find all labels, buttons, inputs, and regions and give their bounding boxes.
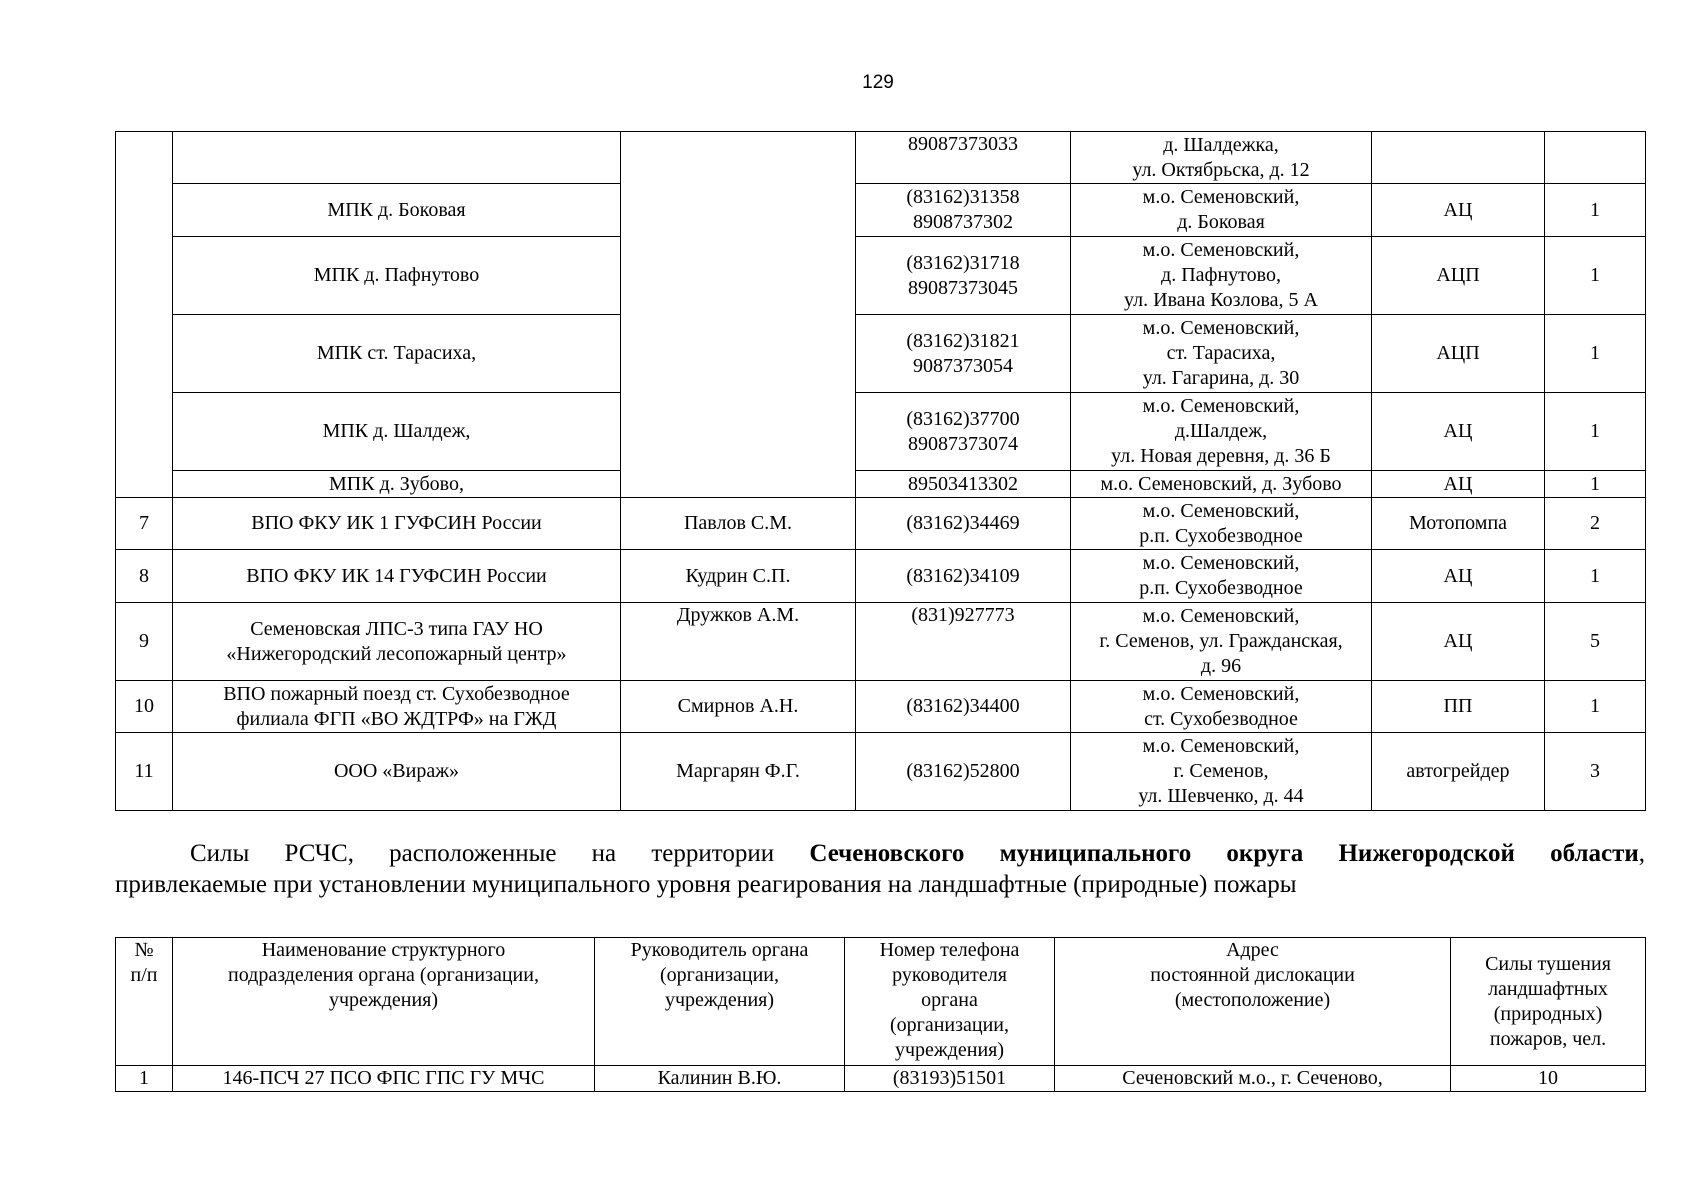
cell-head: Дружков А.М. (621, 603, 856, 681)
cell-count: 1 (1545, 471, 1646, 498)
cell-tech: АЦ (1372, 184, 1545, 237)
cell-phone: (83162)34109 (856, 550, 1071, 603)
table-row (116, 733, 1646, 811)
cell-head: Смирнов А.Н. (621, 681, 856, 733)
cell-num: 8 (116, 550, 173, 603)
cell-count: 3 (1545, 733, 1646, 811)
header-forces: Силы тушения ландшафтных (природных) пожаров, чел. (1451, 938, 1646, 1066)
cell-tech: АЦ (1372, 393, 1545, 471)
cell-address: м.о. Семеновский, р.п. Сухобезводное (1071, 550, 1372, 603)
header-head: Руководитель органа (организации, учреждения) (595, 938, 845, 1066)
table-row (116, 498, 1646, 550)
paragraph-bold-region: Сеченовского муниципального округа Нижегородской области (809, 840, 1639, 867)
cell-count: 1 (1545, 184, 1646, 237)
cell-phone: 89503413302 (856, 471, 1071, 498)
cell-unit (173, 132, 621, 184)
table-row (116, 393, 1646, 471)
cell-address: м.о. Семеновский, д. Зубово (1071, 471, 1372, 498)
cell-num: 9 (116, 603, 173, 681)
cell-count: 2 (1545, 498, 1646, 550)
cell-address: м.о. Семеновский, ст. Тарасиха, ул. Гагарина, д. 30 (1071, 315, 1372, 393)
cell-phone: (83162)31358 8908737302 (856, 184, 1071, 237)
cell-address: м.о. Семеновский, р.п. Сухобезводное (1071, 498, 1372, 550)
table-row (116, 237, 1646, 315)
cell-phone: (83162)34400 (856, 681, 1071, 733)
cell-unit: ВПО ФКУ ИК 1 ГУФСИН России (173, 498, 621, 550)
cell-num: 1 (116, 1066, 173, 1092)
cell-head: Павлов С.М. (621, 498, 856, 550)
cell-tech: АЦ (1372, 603, 1545, 681)
cell-tech: АЦП (1372, 237, 1545, 315)
cell-tech: Мотопомпа (1372, 498, 1545, 550)
cell-address: м.о. Семеновский, г. Семенов, ул. Шевченко, д. 44 (1071, 733, 1372, 811)
cell-tech: ПП (1372, 681, 1545, 733)
cell-phone: (83162)34469 (856, 498, 1071, 550)
table-row (116, 1066, 1646, 1092)
cell-head: Калинин В.Ю. (595, 1066, 845, 1092)
cell-count: 1 (1545, 393, 1646, 471)
secheno-forces-table (115, 937, 1646, 1092)
cell-tech: АЦП (1372, 315, 1545, 393)
paragraph-line-2: привлекаемые при установлении муниципального уровня реагирования на ландшафтные (природные) пожары (115, 871, 1297, 898)
cell-forces: 10 (1451, 1066, 1646, 1092)
cell-unit: МПК д. Шалдеж, (173, 393, 621, 471)
cell-address: д. Шалдежка, ул. Октябрьска, д. 12 (1071, 132, 1372, 184)
cell-num-merged (116, 132, 173, 498)
table-row (116, 184, 1646, 237)
cell-address: м.о. Семеновский, д. Пафнутово, ул. Ивана Козлова, 5 А (1071, 237, 1372, 315)
cell-count (1545, 132, 1646, 184)
paragraph-text: Силы РСЧС, расположенные на территории (190, 840, 810, 867)
paragraph-line-1 (115, 838, 1645, 869)
cell-unit: ООО «Вираж» (173, 733, 621, 811)
cell-address: м.о. Семеновский, д.Шалдеж, ул. Новая деревня, д. 36 Б (1071, 393, 1372, 471)
table-header-row (116, 938, 1646, 1066)
cell-tech: автогрейдер (1372, 733, 1545, 811)
header-unit: Наименование структурного подразделения органа (организации, учреждения) (173, 938, 595, 1066)
table-row (116, 603, 1646, 681)
cell-count: 5 (1545, 603, 1646, 681)
cell-unit: МПК ст. Тарасиха, (173, 315, 621, 393)
cell-phone: (831)927773 (856, 603, 1071, 681)
cell-num: 11 (116, 733, 173, 811)
table-row (116, 132, 1646, 184)
forces-table-continued (115, 131, 1646, 811)
cell-count: 1 (1545, 237, 1646, 315)
cell-head: Маргарян Ф.Г. (621, 733, 856, 811)
cell-tech: АЦ (1372, 550, 1545, 603)
cell-phone: (83162)31718 89087373045 (856, 237, 1071, 315)
cell-count: 1 (1545, 681, 1646, 733)
cell-unit: ВПО пожарный поезд ст. Сухобезводное филиала ФГП «ВО ЖДТРФ» на ГЖД (173, 681, 621, 733)
table-row (116, 315, 1646, 393)
cell-tech: АЦ (1372, 471, 1545, 498)
cell-phone: (83162)52800 (856, 733, 1071, 811)
cell-phone: 89087373033 (856, 132, 1071, 184)
cell-address: м.о. Семеновский, г. Семенов, ул. Гражданская, д. 96 (1071, 603, 1372, 681)
cell-phone: (83162)37700 89087373074 (856, 393, 1071, 471)
header-address: Адрес постоянной дислокации (местоположение) (1055, 938, 1451, 1066)
table-row (116, 681, 1646, 733)
cell-unit: ВПО ФКУ ИК 14 ГУФСИН России (173, 550, 621, 603)
cell-address: м.о. Семеновский, д. Боковая (1071, 184, 1372, 237)
cell-num: 10 (116, 681, 173, 733)
cell-unit: 146-ПСЧ 27 ПСО ФПС ГПС ГУ МЧС (173, 1066, 595, 1092)
header-num: № п/п (116, 938, 173, 1066)
cell-unit: Семеновская ЛПС-3 типа ГАУ НО «Нижегородский лесопожарный центр» (173, 603, 621, 681)
cell-head: Кудрин С.П. (621, 550, 856, 603)
page-number: 129 (862, 72, 894, 93)
cell-num: 7 (116, 498, 173, 550)
paragraph-comma: , (1638, 840, 1646, 867)
cell-address: м.о. Семеновский, ст. Сухобезводное (1071, 681, 1372, 733)
cell-unit: МПК д. Боковая (173, 184, 621, 237)
cell-unit: МПК д. Пафнутово (173, 237, 621, 315)
cell-count: 1 (1545, 550, 1646, 603)
table-row (116, 471, 1646, 498)
cell-phone: (83162)31821 9087373054 (856, 315, 1071, 393)
cell-tech (1372, 132, 1545, 184)
header-phone: Номер телефона руководителя органа (организации, учреждения) (845, 938, 1055, 1066)
table-row (116, 550, 1646, 603)
cell-phone: (83193)51501 (845, 1066, 1055, 1092)
cell-address: Сеченовский м.о., г. Сеченово, (1055, 1066, 1451, 1092)
cell-count: 1 (1545, 315, 1646, 393)
cell-head-merged (621, 132, 856, 498)
section-intro-paragraph (115, 838, 1645, 900)
cell-unit: МПК д. Зубово, (173, 471, 621, 498)
